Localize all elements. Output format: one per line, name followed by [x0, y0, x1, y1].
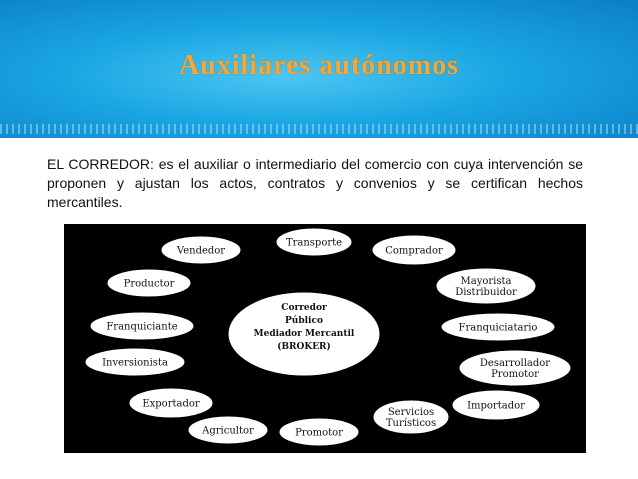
node-label: Servicios — [387, 407, 435, 418]
center-label-line: Público — [285, 316, 323, 326]
title-banner — [0, 0, 638, 138]
node-exportador — [129, 388, 213, 418]
node-transporte — [276, 228, 352, 256]
center-label-line: Mediador Mercantil — [253, 329, 355, 339]
node-importador — [452, 390, 540, 420]
center-node — [228, 292, 380, 376]
node-promotor — [279, 418, 359, 446]
node-productor — [107, 269, 191, 297]
slide-title: Auxiliares autónomos — [178, 50, 460, 81]
node-label: Distribuidor — [455, 287, 517, 298]
broker-diagram — [64, 224, 586, 453]
node-label: Desarrollador — [479, 358, 551, 369]
banner-dotted-border — [0, 124, 638, 134]
node-vendedor — [161, 236, 241, 264]
node-franquiciante — [90, 312, 194, 340]
node-label: Promotor — [295, 427, 343, 439]
node-label: Franquiciatario — [458, 322, 538, 334]
node-comprador — [372, 235, 456, 265]
body-paragraph: EL CORREDOR: es el auxiliar o intermediario del comercio con cuya intervención se proponen y ajustan los actos, contratos y convenios y se certifican hechos mercantiles. — [47, 156, 583, 210]
node-label: Franquiciante — [106, 321, 178, 333]
node-label: Productor — [123, 278, 175, 290]
node-label: Importador — [467, 400, 525, 412]
node-label: Vendedor — [176, 245, 226, 257]
node-label: Agricultor — [202, 425, 254, 437]
node-label: Promotor — [491, 369, 539, 380]
node-mayorista — [436, 268, 536, 304]
node-label: Inversionista — [102, 357, 168, 369]
node-franquiciatario — [441, 313, 555, 341]
node-desarrollador — [459, 350, 571, 386]
center-label-line: (BROKER) — [277, 342, 331, 352]
node-servicios — [373, 400, 449, 434]
center-label-line: Corredor — [281, 303, 327, 313]
node-label: Exportador — [142, 398, 200, 410]
diagram-canvas — [64, 224, 586, 453]
node-label: Comprador — [385, 245, 443, 257]
node-inversionista — [85, 348, 185, 376]
node-label: Mayorista — [460, 276, 512, 287]
node-agricultor — [188, 416, 268, 444]
node-label: Transporte — [285, 237, 343, 249]
node-label: Turísticos — [385, 418, 437, 429]
